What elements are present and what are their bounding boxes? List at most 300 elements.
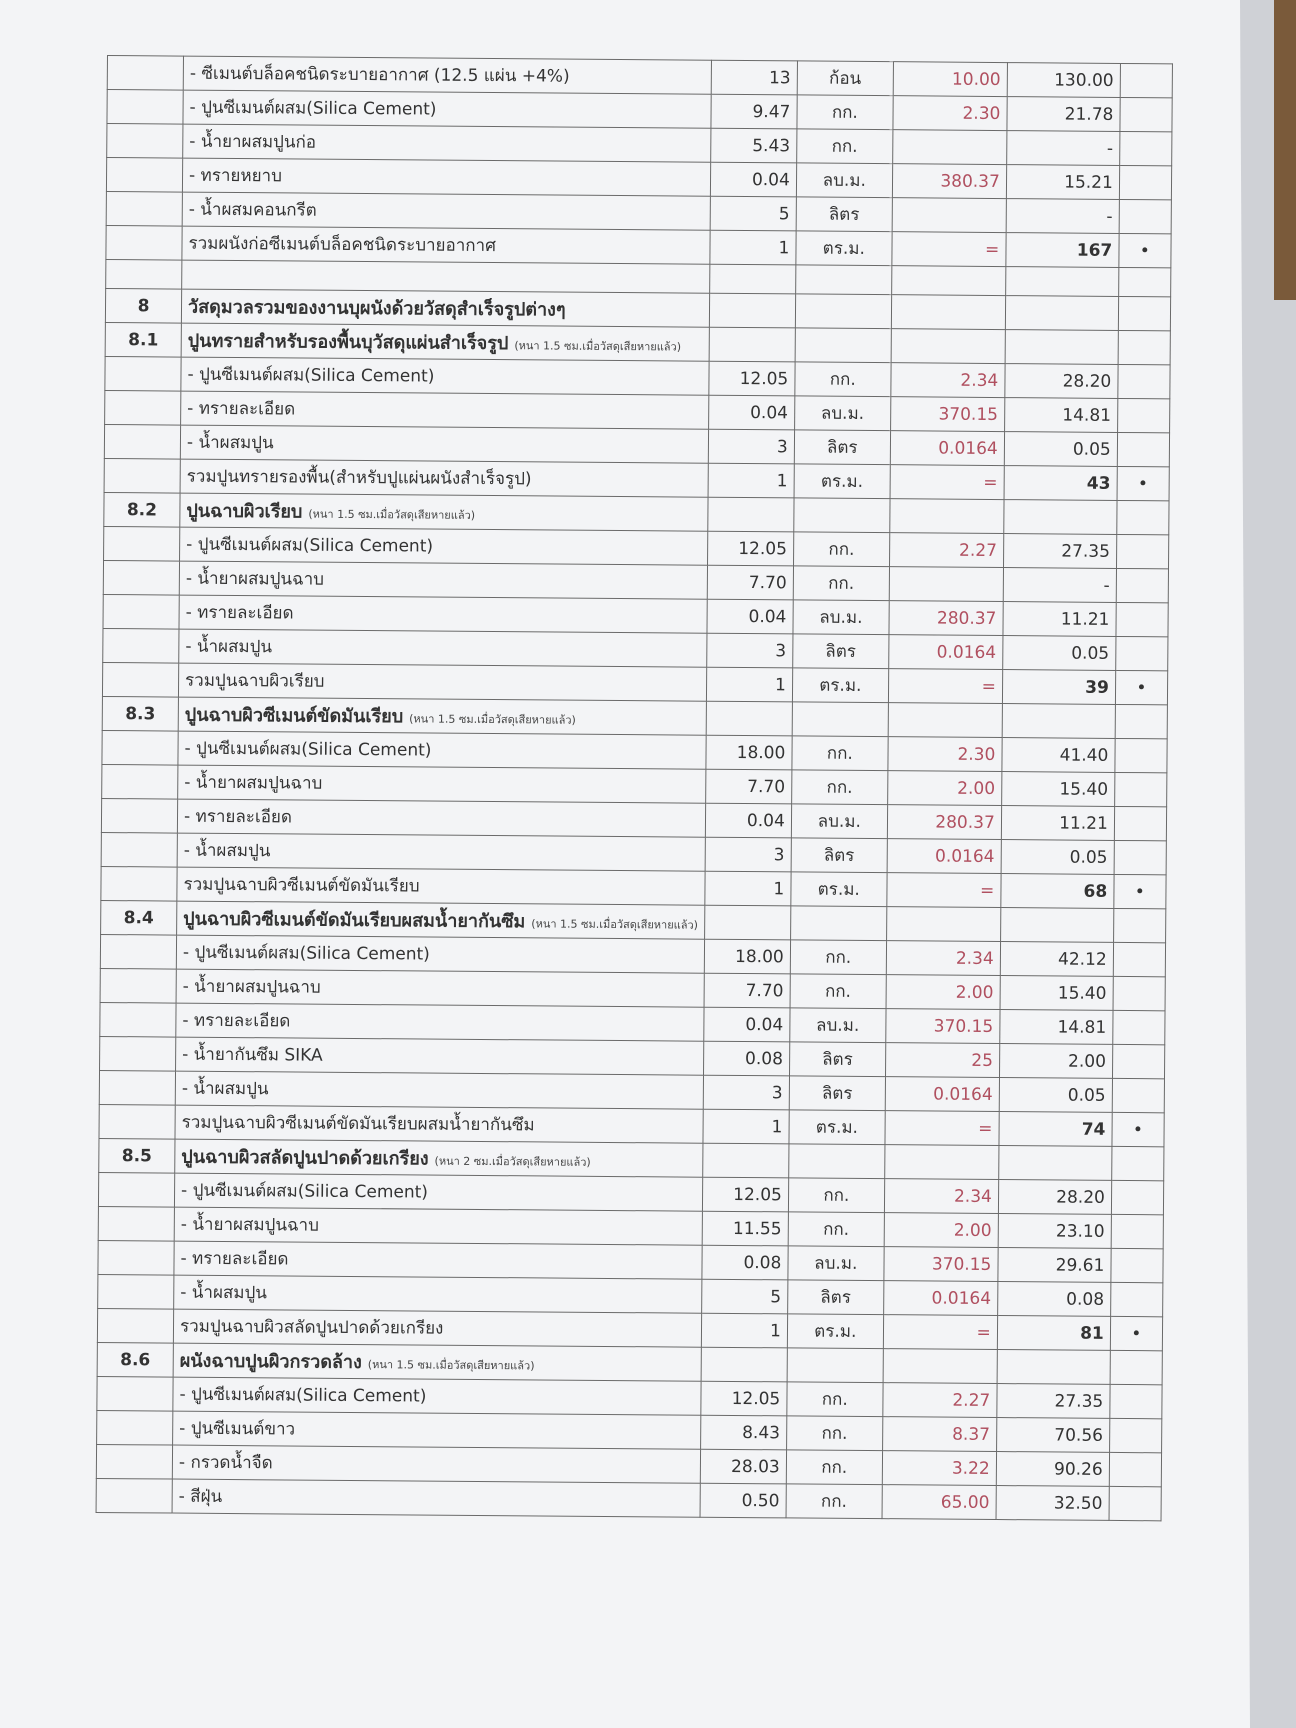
material-unit-price: 2.34 [884, 1179, 998, 1214]
material-quantity: 12.05 [707, 531, 793, 566]
material-amount: - [1003, 568, 1116, 603]
section-number: 8.5 [99, 1138, 175, 1173]
material-description: - ปูนซีเมนต์ผสม(Silica Cement) [181, 357, 709, 395]
total-price-marker: = [892, 232, 1006, 267]
material-unit-price: 2.30 [893, 96, 1007, 131]
section-title [181, 289, 709, 327]
material-amount: 14.81 [1000, 1010, 1113, 1045]
section-title-text: ปูนฉาบผิวเรียบ [186, 500, 303, 523]
empty-cell [1110, 1384, 1162, 1418]
empty-cell [997, 1350, 1110, 1385]
material-amount: 23.10 [998, 1214, 1111, 1249]
empty-cell [107, 124, 183, 159]
total-bullet: • [1112, 1112, 1164, 1146]
material-unit: ลบ.ม. [791, 804, 887, 839]
total-quantity: 1 [706, 667, 792, 702]
empty-cell [100, 934, 176, 969]
section-title [178, 697, 706, 735]
material-description: - ทรายละเอียด [176, 1003, 704, 1041]
total-unit: ตร.ม. [794, 464, 890, 499]
material-unit: ลบ.ม. [794, 396, 890, 431]
material-unit: ลิตร [789, 1076, 885, 1111]
total-description: รวมปูนฉาบผิวเรียบ [178, 663, 706, 701]
empty-cell [98, 1206, 174, 1241]
empty-cell [891, 329, 1005, 364]
total-unit: ตร.ม. [792, 668, 888, 703]
empty-cell [102, 764, 178, 799]
material-description: - น้ำยาผสมปูนฉาบ [179, 561, 707, 599]
empty-cell [1111, 1214, 1163, 1248]
section-note: (หนา 1.5 ซม.เมื่อวัสดุเสียหายแล้ว) [308, 507, 476, 522]
material-amount: 27.35 [1003, 534, 1116, 569]
material-description: - ทรายละเอียด [181, 391, 709, 429]
section-title-text: วัสดุมวลรวมของงานบุผนังด้วยวัสดุสำเร็จรูปต่างๆ [187, 296, 566, 321]
material-description: - น้ำยาผสมปูนก่อ [183, 124, 711, 162]
material-description: - น้ำผสมปูน [177, 833, 705, 871]
total-price-marker: = [885, 1111, 999, 1146]
empty-cell [1005, 296, 1118, 331]
material-quantity: 3 [703, 1075, 789, 1110]
empty-cell [1114, 806, 1166, 840]
total-unit: ตร.ม. [789, 1110, 885, 1145]
empty-cell [1117, 398, 1169, 432]
empty-cell [795, 265, 891, 295]
total-bullet: • [1115, 670, 1167, 704]
material-unit-price: 380.37 [892, 164, 1006, 199]
material-unit-price: 2.27 [883, 1383, 997, 1418]
empty-cell [1112, 1078, 1164, 1112]
empty-cell [1119, 131, 1171, 165]
section-note: (หนา 1.5 ซม.เมื่อวัสดุเสียหายแล้ว) [514, 339, 682, 354]
material-unit-price: 0.0164 [883, 1281, 997, 1316]
total-description: รวมปูนฉาบผิวซีเมนต์ขัดมันเรียบ [177, 867, 705, 905]
material-quantity: 18.00 [706, 735, 792, 770]
material-unit: กก. [795, 362, 891, 397]
material-amount: 32.50 [996, 1486, 1109, 1521]
material-amount: 2.00 [999, 1044, 1112, 1079]
material-description: - ทรายละเอียด [179, 595, 707, 633]
empty-cell [104, 458, 180, 493]
empty-cell [709, 327, 795, 362]
material-quantity: 3 [705, 837, 791, 872]
section-title-text: ปูนทรายสำหรับรองพื้นบุวัสดุแผ่นสำเร็จรูป [187, 330, 509, 355]
empty-cell [1111, 1180, 1163, 1214]
total-bullet: • [1110, 1316, 1162, 1350]
total-price-marker: = [883, 1315, 997, 1350]
empty-cell [104, 424, 180, 459]
empty-cell [787, 1348, 883, 1383]
material-amount: 0.08 [997, 1282, 1110, 1317]
total-unit: ตร.ม. [787, 1314, 883, 1349]
material-quantity: 7.70 [707, 565, 793, 600]
total-price-marker: = [890, 465, 1004, 500]
material-description: - ทรายละเอียด [177, 799, 705, 837]
empty-cell [1109, 1418, 1161, 1452]
material-quantity: 12.05 [702, 1177, 788, 1212]
material-description: - ซีเมนต์บล็อคชนิดระบายอากาศ (12.5 แผ่น +4%) [183, 56, 711, 94]
material-unit: ลบ.ม. [793, 600, 889, 635]
material-description: - น้ำยาผสมปูนฉาบ [178, 765, 706, 803]
material-unit-price: 0.0164 [885, 1077, 999, 1112]
material-quantity: 9.47 [711, 94, 797, 129]
empty-cell [107, 90, 183, 125]
material-unit: กก. [791, 770, 887, 805]
section-title [177, 901, 705, 939]
material-quantity: 5 [701, 1279, 787, 1314]
material-description: - น้ำผสมปูน [175, 1071, 703, 1109]
empty-cell [1119, 199, 1171, 233]
material-unit-price: 2.27 [889, 533, 1003, 568]
material-amount: 0.05 [1004, 432, 1117, 467]
material-quantity: 7.70 [705, 769, 791, 804]
material-quantity: 0.04 [707, 599, 793, 634]
empty-cell [99, 1070, 175, 1105]
material-unit: ลิตร [787, 1280, 883, 1315]
empty-cell [1110, 1282, 1162, 1316]
material-unit: กก. [786, 1416, 882, 1451]
material-amount: 21.78 [1007, 97, 1120, 132]
empty-cell [98, 1274, 174, 1309]
material-quantity: 0.50 [700, 1483, 786, 1518]
material-description: - ปูนซีเมนต์ผสม(Silica Cement) [173, 1377, 701, 1415]
material-description: - น้ำยากันซึม SIKA [176, 1037, 704, 1075]
section-number: 8 [105, 288, 181, 323]
empty-cell [789, 1144, 885, 1179]
material-quantity: 11.55 [702, 1211, 788, 1246]
empty-cell [1120, 63, 1172, 97]
empty-cell [106, 191, 182, 226]
empty-cell [1118, 330, 1170, 364]
empty-cell [891, 295, 1005, 330]
empty-cell [105, 356, 181, 391]
empty-cell [1000, 908, 1113, 943]
material-unit-price: 2.00 [887, 771, 1001, 806]
section-title-text: ปูนฉาบผิวซีเมนต์ขัดมันเรียบ [184, 704, 404, 728]
empty-cell [890, 499, 1004, 534]
empty-cell [886, 907, 1000, 942]
section-number: 8.3 [102, 696, 178, 731]
material-unit-price: 280.37 [887, 805, 1001, 840]
material-amount: 11.21 [1001, 806, 1114, 841]
empty-cell [96, 1444, 172, 1479]
empty-cell [709, 293, 795, 328]
section-title [173, 1343, 701, 1381]
total-quantity: 1 [705, 871, 791, 906]
material-quantity: 12.05 [709, 361, 795, 396]
material-unit: กก. [787, 1382, 883, 1417]
material-quantity: 28.03 [700, 1449, 786, 1484]
empty-cell [701, 1347, 787, 1382]
empty-cell [999, 1146, 1112, 1181]
material-unit-price: 2.00 [886, 975, 1000, 1010]
empty-cell [101, 832, 177, 867]
material-amount: 28.20 [1005, 364, 1118, 399]
material-quantity: 0.08 [703, 1041, 789, 1076]
section-title-text: ผนังฉาบปูนผิวกรวดล้าง [179, 1350, 362, 1374]
material-unit: กก. [790, 974, 886, 1009]
empty-cell [100, 1036, 176, 1071]
empty-cell [101, 798, 177, 833]
material-amount: 15.40 [1000, 976, 1113, 1011]
material-amount: 28.20 [998, 1180, 1111, 1215]
material-unit: ลิตร [796, 197, 892, 232]
empty-cell [792, 702, 888, 737]
empty-cell [182, 260, 710, 293]
total-bullet: • [1117, 466, 1169, 500]
material-description: - น้ำยาผสมปูนฉาบ [176, 969, 704, 1007]
section-title [180, 493, 708, 531]
empty-cell [708, 497, 794, 532]
material-quantity: 0.04 [710, 162, 796, 197]
material-unit: กก. [788, 1178, 884, 1213]
material-quantity: 0.04 [708, 395, 794, 430]
section-note: (หนา 2 ซม.เมื่อวัสดุเสียหายแล้ว) [434, 1154, 591, 1169]
empty-cell [98, 1240, 174, 1275]
material-unit-price: 2.00 [884, 1213, 998, 1248]
empty-cell [1117, 500, 1169, 534]
material-unit: ลบ.ม. [788, 1246, 884, 1281]
material-description: - ปูนซีเมนต์ผสม(Silica Cement) [180, 527, 708, 565]
material-unit-price: 2.30 [888, 737, 1002, 772]
material-description: - น้ำผสมปูน [179, 629, 707, 667]
material-unit: กก. [786, 1450, 882, 1485]
material-unit-price: 370.15 [886, 1009, 1000, 1044]
material-amount: 0.05 [999, 1078, 1112, 1113]
empty-cell [1116, 534, 1168, 568]
total-price-marker: = [887, 873, 1001, 908]
material-unit: กก. [790, 940, 886, 975]
material-description: - น้ำยาผสมปูนฉาบ [174, 1207, 702, 1245]
material-description: - ปูนซีเมนต์ผสม(Silica Cement) [183, 90, 711, 128]
material-quantity: 13 [711, 60, 797, 95]
material-description: - ปูนซีเมนต์ผสม(Silica Cement) [174, 1173, 702, 1211]
empty-cell [888, 703, 1002, 738]
material-cost-table [96, 55, 1173, 1521]
empty-cell [1113, 908, 1165, 942]
material-quantity: 7.70 [704, 973, 790, 1008]
section-number: 8.2 [104, 492, 180, 527]
empty-cell [99, 1104, 175, 1139]
empty-cell [107, 56, 183, 91]
material-unit: กก. [792, 736, 888, 771]
total-unit: ตร.ม. [791, 872, 887, 907]
total-price-marker: = [888, 669, 1002, 704]
material-quantity: 8.43 [700, 1415, 786, 1450]
page-edge [1274, 0, 1296, 300]
material-amount: 0.05 [1001, 840, 1114, 875]
total-description: รวมผนังก่อซีเมนต์บล็อคชนิดระบายอากาศ [182, 226, 710, 264]
total-amount: 167 [1006, 233, 1119, 268]
total-amount: 39 [1002, 670, 1115, 705]
empty-cell [97, 1308, 173, 1343]
section-number: 8.6 [97, 1342, 173, 1377]
table-body [96, 56, 1172, 1521]
empty-cell [1109, 1486, 1161, 1520]
empty-cell [106, 158, 182, 193]
total-bullet: • [1114, 874, 1166, 908]
empty-cell [795, 294, 891, 329]
total-bullet: • [1119, 233, 1171, 267]
total-quantity: 1 [708, 463, 794, 498]
material-unit-price: 370.15 [890, 397, 1004, 432]
material-quantity: 0.04 [704, 1007, 790, 1042]
empty-cell [102, 662, 178, 697]
material-unit-price [892, 198, 1006, 233]
empty-cell [1109, 1452, 1161, 1486]
material-unit-price: 25 [885, 1043, 999, 1078]
material-description: - น้ำผสมปูน [174, 1275, 702, 1313]
material-description: - ทรายหยาบ [182, 158, 710, 196]
total-quantity: 1 [710, 230, 796, 265]
empty-cell [1116, 602, 1168, 636]
material-unit-price [892, 130, 1006, 165]
material-unit: กก. [796, 129, 892, 164]
total-amount: 81 [997, 1316, 1110, 1351]
section-number: 8.1 [105, 322, 181, 357]
total-amount: 68 [1001, 874, 1114, 909]
material-amount: 90.26 [996, 1452, 1109, 1487]
empty-cell [1110, 1350, 1162, 1384]
empty-cell [1113, 976, 1165, 1010]
empty-cell [97, 1410, 173, 1445]
material-amount: 14.81 [1004, 398, 1117, 433]
material-unit: กก. [793, 566, 889, 601]
material-amount: 11.21 [1003, 602, 1116, 637]
material-unit: ลบ.ม. [790, 1008, 886, 1043]
empty-cell [885, 1145, 999, 1180]
section-note: (หนา 1.5 ซม.เมื่อวัสดุเสียหายแล้ว) [409, 712, 576, 727]
material-unit: กก. [788, 1212, 884, 1247]
material-description: - ปูนซีเมนต์ผสม(Silica Cement) [178, 731, 706, 769]
material-unit-price: 65.00 [882, 1485, 996, 1520]
empty-cell [1113, 1010, 1165, 1044]
total-quantity: 1 [701, 1313, 787, 1348]
section-title [175, 1139, 703, 1177]
material-quantity: 0.04 [705, 803, 791, 838]
material-amount: 15.40 [1001, 772, 1114, 807]
empty-cell [105, 390, 181, 425]
material-amount: 41.40 [1002, 738, 1115, 773]
material-description: - สีฝุ่น [172, 1479, 700, 1517]
material-amount: 42.12 [1000, 942, 1113, 977]
material-unit-price: 0.0164 [887, 839, 1001, 874]
empty-cell [1114, 840, 1166, 874]
material-quantity: 3 [707, 633, 793, 668]
empty-cell [1117, 432, 1169, 466]
material-unit-price: 2.34 [891, 363, 1005, 398]
empty-cell [101, 866, 177, 901]
material-description: - ทรายละเอียด [174, 1241, 702, 1279]
material-description: - น้ำผสมปูน [180, 425, 708, 463]
section-title [181, 323, 709, 361]
empty-cell [1112, 1146, 1164, 1180]
total-quantity: 1 [703, 1109, 789, 1144]
empty-cell [1002, 704, 1115, 739]
total-amount: 43 [1004, 466, 1117, 501]
empty-cell [891, 266, 1005, 296]
material-unit: กก. [793, 532, 889, 567]
empty-cell [1115, 704, 1167, 738]
material-unit-price: 370.15 [884, 1247, 998, 1282]
material-amount: 29.61 [998, 1248, 1111, 1283]
material-description: - กรวดน้ำจืด [172, 1445, 700, 1483]
section-note: (หนา 1.5 ซม.เมื่อวัสดุเสียหายแล้ว) [531, 917, 699, 932]
empty-cell [104, 526, 180, 561]
material-unit: ลิตร [793, 634, 889, 669]
material-quantity: 0.08 [702, 1245, 788, 1280]
empty-cell [1118, 364, 1170, 398]
empty-cell [102, 730, 178, 765]
material-unit-price: 10.00 [893, 62, 1007, 97]
material-unit: ลิตร [794, 430, 890, 465]
empty-cell [97, 1376, 173, 1411]
material-quantity: 12.05 [701, 1381, 787, 1416]
empty-cell [704, 905, 790, 940]
material-unit: กก. [786, 1484, 882, 1519]
empty-cell [1119, 165, 1171, 199]
total-description: รวมปูนฉาบผิวสลัดปูนปาดด้วยเกรียง [173, 1309, 701, 1347]
material-quantity: 5.43 [710, 128, 796, 163]
material-description: - ปูนซีเมนต์ขาว [173, 1411, 701, 1449]
empty-cell [1118, 267, 1170, 296]
empty-cell [1116, 568, 1168, 602]
material-unit-price [889, 567, 1003, 602]
material-amount: 130.00 [1007, 63, 1120, 98]
empty-cell [1115, 738, 1167, 772]
material-amount: 0.05 [1003, 636, 1116, 671]
total-unit: ตร.ม. [796, 231, 892, 266]
empty-cell [706, 701, 792, 736]
empty-cell [1005, 330, 1118, 365]
material-unit: ลิตร [789, 1042, 885, 1077]
empty-cell [790, 906, 886, 941]
empty-cell [883, 1349, 997, 1384]
material-description: - ปูนซีเมนต์ผสม(Silica Cement) [176, 935, 704, 973]
total-description: รวมปูนฉาบผิวซีเมนต์ขัดมันเรียบผสมน้ำยากันซึม [175, 1105, 703, 1143]
empty-cell [106, 259, 182, 289]
empty-cell [100, 1002, 176, 1037]
material-amount: - [1006, 131, 1119, 166]
empty-cell [100, 968, 176, 1003]
section-number: 8.4 [101, 900, 177, 935]
material-unit-price: 3.22 [882, 1451, 996, 1486]
material-amount: 70.56 [996, 1418, 1109, 1453]
empty-cell [96, 1478, 172, 1513]
empty-cell [1004, 500, 1117, 535]
empty-cell [1111, 1248, 1163, 1282]
empty-cell [703, 1143, 789, 1178]
empty-cell [1120, 97, 1172, 131]
material-description: - น้ำผสมคอนกรีต [182, 192, 710, 230]
material-quantity: 3 [708, 429, 794, 464]
material-unit: ลิตร [791, 838, 887, 873]
material-quantity: 18.00 [704, 939, 790, 974]
section-note: (หนา 1.5 ซม.เมื่อวัสดุเสียหายแล้ว) [367, 1358, 535, 1373]
empty-cell [795, 328, 891, 363]
material-unit-price: 0.0164 [890, 431, 1004, 466]
empty-cell [98, 1172, 174, 1207]
empty-cell [103, 560, 179, 595]
material-unit-price: 0.0164 [889, 635, 1003, 670]
material-unit-price: 2.34 [886, 941, 1000, 976]
section-title-text: ปูนฉาบผิวสลัดปูนปาดด้วยเกรียง [181, 1146, 429, 1170]
material-unit: ลบ.ม. [796, 163, 892, 198]
material-unit-price: 8.37 [882, 1417, 996, 1452]
material-unit: กก. [797, 95, 893, 130]
empty-cell [1118, 296, 1170, 330]
section-title-text: ปูนฉาบผิวซีเมนต์ขัดมันเรียบผสมน้ำยากันซึม [183, 908, 526, 933]
total-amount: 74 [999, 1112, 1112, 1147]
